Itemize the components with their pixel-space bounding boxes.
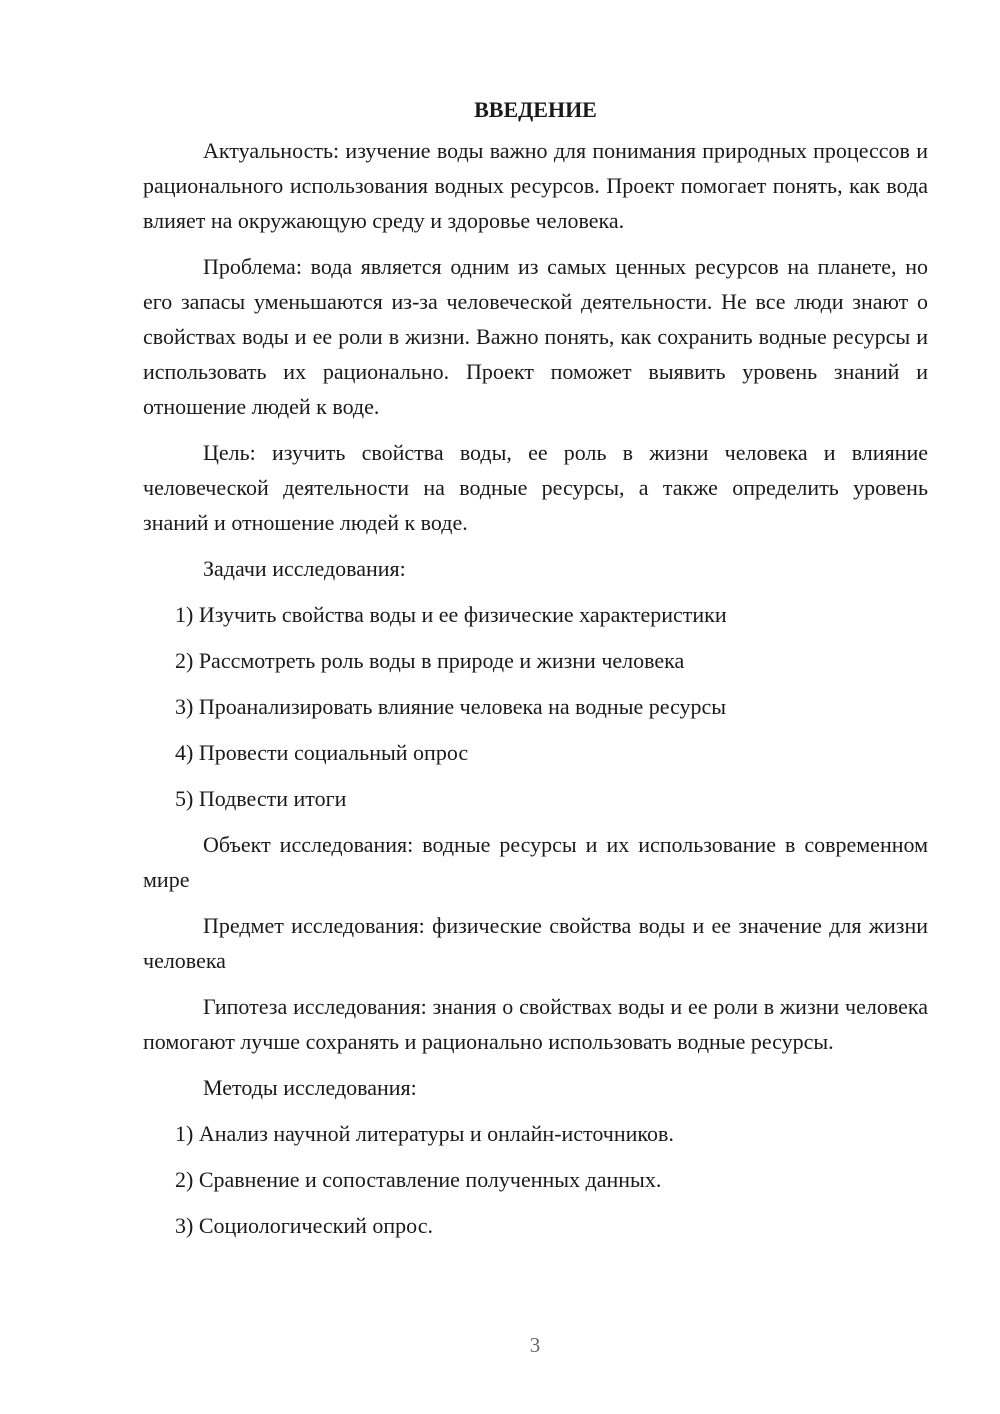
- methods-heading: Методы исследования:: [203, 1075, 417, 1100]
- list-item: 4) Провести социальный опрос: [175, 740, 469, 765]
- tasks-heading: Задачи исследования:: [203, 556, 406, 581]
- subject-paragraph: Предмет исследования: физические свойства воды и ее значение для жизни человека: [143, 913, 928, 973]
- list-item: 2) Сравнение и сопоставление полученных данных.: [175, 1167, 662, 1192]
- document-page: [143, 92, 928, 1254]
- goal-paragraph: Цель: изучить свойства воды, ее роль в жизни человека и влияние человеческой деятельности на водные ресурсы, а также определить уровень знаний и отношение людей к воде.: [143, 440, 928, 535]
- list-item: 3) Социологический опрос.: [175, 1213, 433, 1238]
- page-number: 3: [529, 1333, 541, 1357]
- list-item: 1) Анализ научной литературы и онлайн-источников.: [175, 1121, 674, 1146]
- tasks-list: [143, 597, 928, 816]
- problem-paragraph: Проблема: вода является одним из самых ценных ресурсов на планете, но его запасы уменьшаются из-за человеческой деятельности. Не все люди знают о свойствах воды и ее роли в жизни. Важно понять, как сохранить водные ресурсы и использовать их рационально. Проект поможет выявить уровень знаний и отношение людей к воде.: [143, 254, 928, 419]
- list-item: 1) Изучить свойства воды и ее физические характеристики: [175, 602, 727, 627]
- list-item: 5) Подвести итоги: [175, 786, 347, 811]
- list-item: 3) Проанализировать влияние человека на водные ресурсы: [175, 694, 727, 719]
- methods-list: [143, 1116, 928, 1243]
- hypothesis-paragraph: Гипотеза исследования: знания о свойствах воды и ее роли в жизни человека помогают лучше сохранять и рационально использовать водные ресурсы.: [143, 994, 928, 1054]
- object-paragraph: Объект исследования: водные ресурсы и их использование в современном мире: [143, 832, 928, 892]
- relevance-paragraph: Актуальность: изучение воды важно для понимания природных процессов и рационального использования водных ресурсов. Проект помогает понять, как вода влияет на окружающую среду и здоровье человека.: [143, 138, 928, 233]
- list-item: 2) Рассмотреть роль воды в природе и жизни человека: [175, 648, 685, 673]
- page-title: ВВЕДЕНИЕ: [474, 97, 597, 122]
